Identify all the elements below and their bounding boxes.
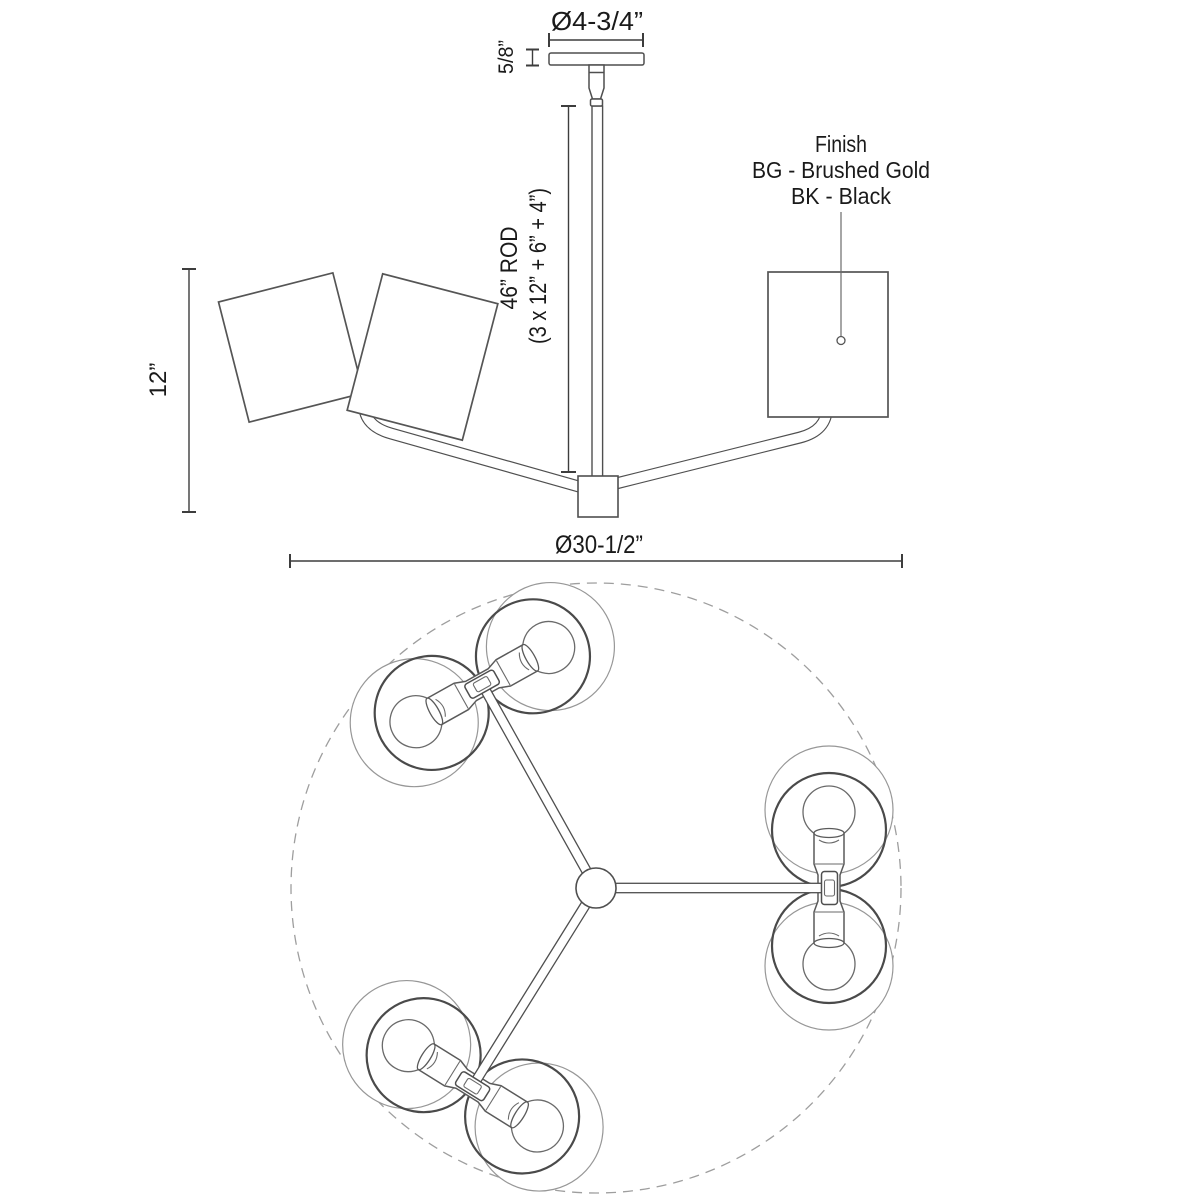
dimension-canopy-diameter	[549, 6, 643, 47]
right-arm	[612, 407, 827, 485]
rod-length-label: 46” ROD	[496, 214, 523, 310]
plan-arm-assembly-right	[614, 746, 893, 1030]
finish-option-bg: BG - Brushed Gold	[752, 157, 930, 183]
dimension-fixture-diameter	[290, 531, 902, 568]
finish-option-bk: BK - Black	[791, 183, 892, 209]
plan-hub	[576, 868, 616, 908]
shade-right	[768, 272, 888, 417]
canopy-diameter-label: Ø4-3/4”	[551, 6, 643, 36]
finish-title: Finish	[815, 131, 867, 157]
dimension-canopy-thickness	[495, 37, 539, 74]
canopy-thickness-label: 5/8”	[495, 37, 518, 74]
elevation-view	[145, 6, 930, 568]
plan-view	[291, 559, 901, 1200]
shade-left-back	[219, 273, 364, 422]
dimension-body-height	[145, 269, 196, 512]
finish-leader-dot	[837, 337, 845, 345]
rod-breakdown-label: (3 x 12” + 6” + 4”)	[525, 157, 552, 344]
canopy	[549, 53, 644, 106]
shade-left-front	[347, 274, 498, 440]
fixture-diameter-label: Ø30-1/2”	[555, 531, 643, 559]
hanging-rod	[592, 106, 603, 478]
body-height-label: 12”	[145, 362, 172, 398]
hub-block	[578, 476, 618, 517]
dimension-rod-length	[496, 106, 576, 472]
